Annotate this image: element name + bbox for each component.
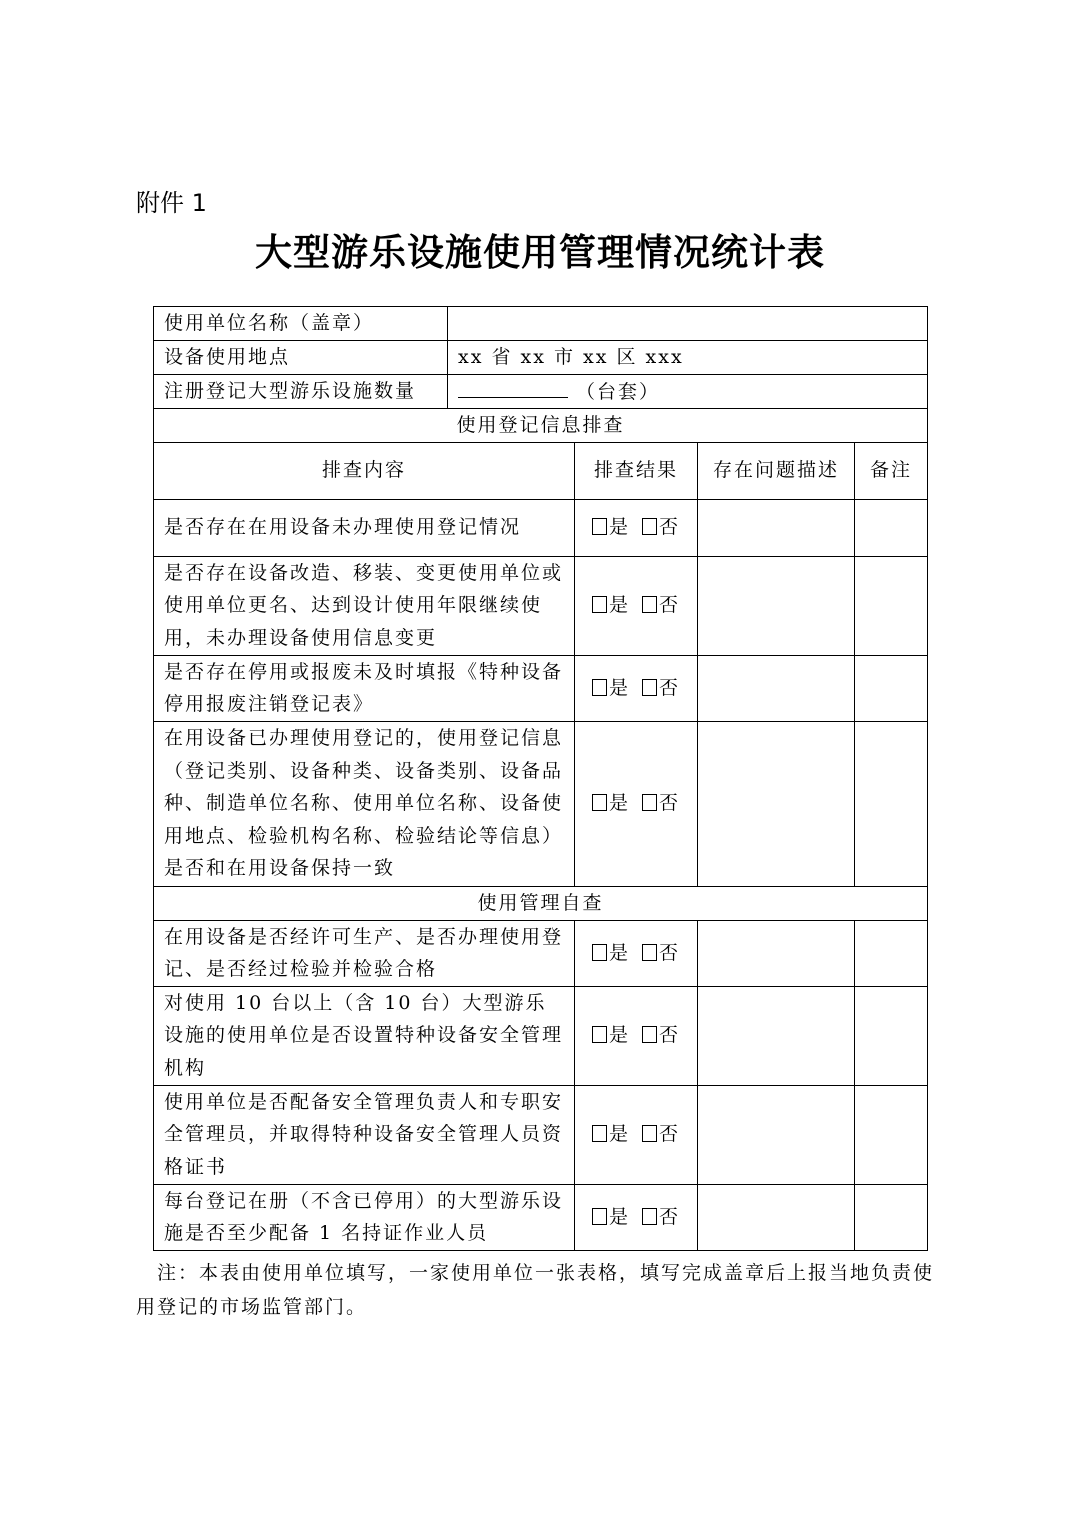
table-row [154,556,928,655]
remark-cell[interactable] [855,499,928,556]
column-header-row [154,442,928,499]
no-checkbox[interactable] [642,596,657,613]
no-label: 否 [659,594,681,617]
check-content: 每台登记在册（不含已停用）的大型游乐设施是否至少配备 1 名持证作业人员 [154,1184,575,1250]
section1-header-row [154,409,928,443]
yes-label: 是 [608,594,630,617]
yes-checkbox[interactable] [592,1125,607,1142]
col-content-header: 排查内容 [154,442,575,499]
statistics-table [153,306,928,1251]
remark-cell[interactable] [855,1085,928,1184]
check-result [575,1085,698,1184]
issue-cell[interactable] [698,920,855,986]
issue-cell[interactable] [698,986,855,1085]
yes-checkbox[interactable] [592,596,607,613]
form-title: 大型游乐设施使用管理情况统计表 [255,231,825,274]
count-unit: （台套） [576,380,661,403]
yes-label: 是 [608,1205,630,1228]
check-result [575,920,698,986]
col-remark-header: 备注 [855,442,928,499]
col-result-header: 排查结果 [575,442,698,499]
no-label: 否 [659,941,681,964]
col-issue-header: 存在问题描述 [698,442,855,499]
check-result [575,655,698,721]
no-checkbox[interactable] [642,679,657,696]
section2-title: 使用管理自查 [154,886,928,920]
check-content: 在用设备已办理使用登记的，使用登记信息（登记类别、设备种类、设备类别、设备品种、制造单位名称、使用单位名称、设备使用地点、检验机构名称、检验结论等信息）是否和在用设备保持一致 [154,721,575,886]
issue-cell[interactable] [698,655,855,721]
no-checkbox[interactable] [642,1208,657,1225]
yes-checkbox[interactable] [592,1026,607,1043]
yes-label: 是 [608,676,630,699]
section1-title: 使用登记信息排查 [154,409,928,443]
issue-cell[interactable] [698,499,855,556]
issue-cell[interactable] [698,721,855,886]
yes-checkbox[interactable] [592,1208,607,1225]
table-row [154,1085,928,1184]
yes-label: 是 [608,516,630,539]
check-result [575,1184,698,1250]
count-field[interactable] [448,374,928,409]
table-row [154,499,928,556]
remark-cell[interactable] [855,721,928,886]
unit-name-label: 使用单位名称（盖章） [154,307,448,341]
no-label: 否 [659,1123,681,1146]
no-label: 否 [659,792,681,815]
no-checkbox[interactable] [642,1125,657,1142]
remark-cell[interactable] [855,655,928,721]
check-content: 使用单位是否配备安全管理负责人和专职安全管理员，并取得特种设备安全管理人员资格证书 [154,1085,575,1184]
unit-name-row [154,307,928,341]
yes-label: 是 [608,792,630,815]
no-checkbox[interactable] [642,1026,657,1043]
remark-cell[interactable] [855,986,928,1085]
issue-cell[interactable] [698,1085,855,1184]
yes-label: 是 [608,941,630,964]
check-result [575,556,698,655]
no-checkbox[interactable] [642,518,657,535]
check-content: 是否存在设备改造、移装、变更使用单位或使用单位更名、达到设计使用年限继续使用，未办理设备使用信息变更 [154,556,575,655]
yes-checkbox[interactable] [592,518,607,535]
check-result [575,499,698,556]
issue-cell[interactable] [698,556,855,655]
remark-cell[interactable] [855,556,928,655]
check-content: 在用设备是否经许可生产、是否办理使用登记、是否经过检验并检验合格 [154,920,575,986]
no-label: 否 [659,676,681,699]
table-row [154,721,928,886]
count-blank[interactable] [458,375,568,398]
count-row [154,374,928,409]
no-checkbox[interactable] [642,944,657,961]
check-result [575,986,698,1085]
location-label: 设备使用地点 [154,341,448,375]
no-label: 否 [659,516,681,539]
location-field[interactable]: xx 省 xx 市 xx 区 xxx [448,341,928,375]
yes-label: 是 [608,1024,630,1047]
check-content: 是否存在在用设备未办理使用登记情况 [154,499,575,556]
count-label: 注册登记大型游乐设施数量 [154,374,448,409]
check-result [575,721,698,886]
no-label: 否 [659,1205,681,1228]
unit-name-field[interactable] [448,307,928,341]
table-row [154,655,928,721]
issue-cell[interactable] [698,1184,855,1250]
yes-checkbox[interactable] [592,944,607,961]
yes-label: 是 [608,1123,630,1146]
table-row [154,986,928,1085]
section2-header-row [154,886,928,920]
remark-cell[interactable] [855,1184,928,1250]
yes-checkbox[interactable] [592,679,607,696]
check-content: 对使用 10 台以上（含 10 台）大型游乐设施的使用单位是否设置特种设备安全管理机构 [154,986,575,1085]
check-content: 是否存在停用或报废未及时填报《特种设备停用报废注销登记表》 [154,655,575,721]
yes-checkbox[interactable] [592,794,607,811]
location-row [154,341,928,375]
footer-note: 注：本表由使用单位填写，一家使用单位一张表格，填写完成盖章后上报当地负责使用登记的市场监管部门。 [136,1262,935,1318]
no-checkbox[interactable] [642,794,657,811]
table-row [154,1184,928,1250]
table-row [154,920,928,986]
remark-cell[interactable] [855,920,928,986]
attachment-label: 附件 1 [136,189,207,217]
no-label: 否 [659,1024,681,1047]
